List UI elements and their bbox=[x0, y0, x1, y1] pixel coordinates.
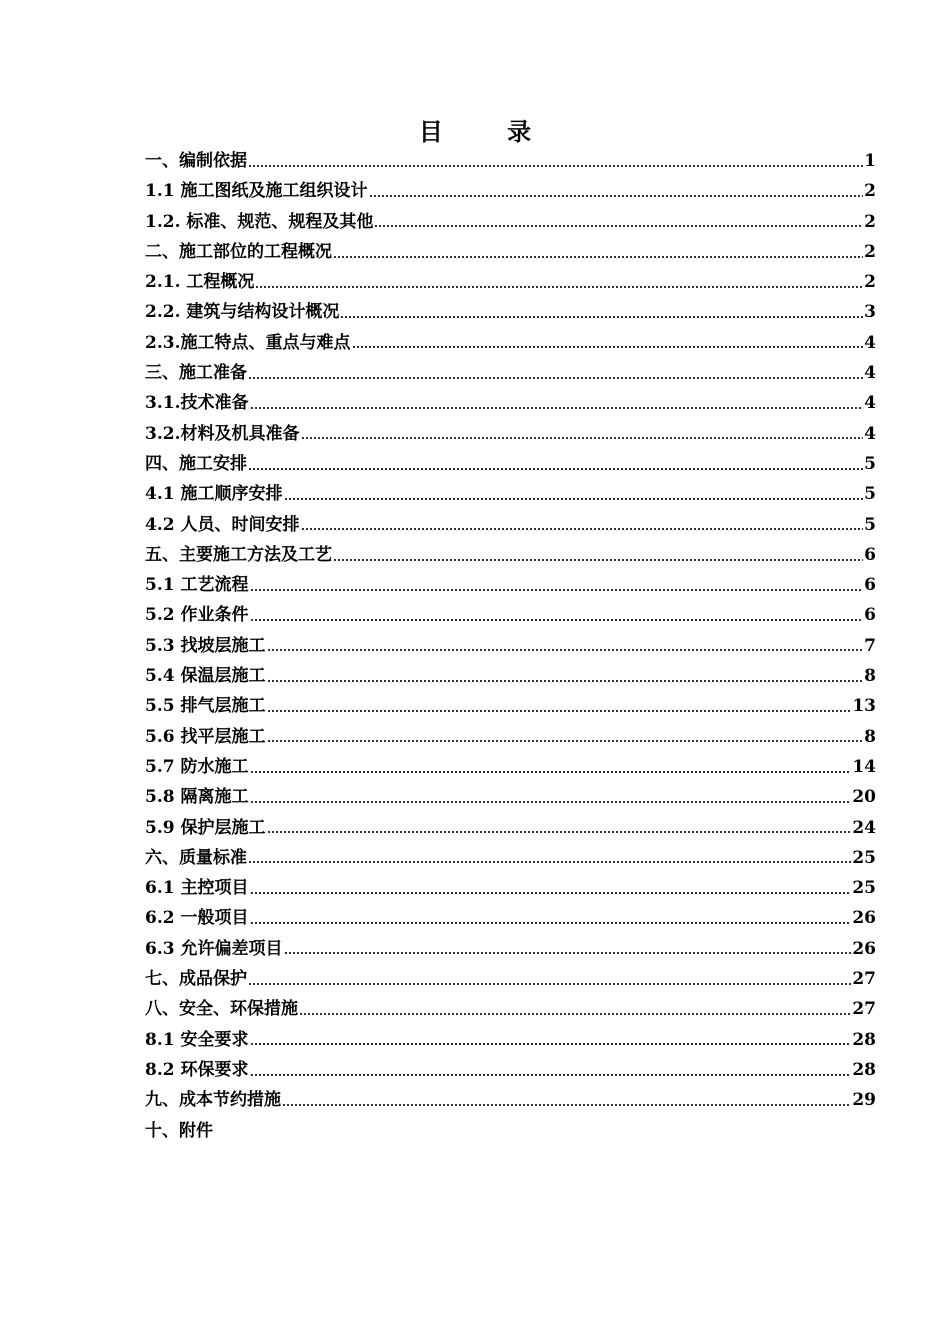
toc-entry-label: 四、施工安排 bbox=[145, 453, 247, 474]
toc-entry-label: 5.7 防水施工 bbox=[145, 756, 249, 777]
toc-entry-label: 5.8 隔离施工 bbox=[145, 787, 249, 808]
toc-dot-leader bbox=[255, 286, 863, 288]
toc-entry-page-number: 2 bbox=[864, 181, 876, 202]
toc-entry-label: 6.1 主控项目 bbox=[145, 878, 249, 899]
toc-entry-page-number: 6 bbox=[864, 605, 876, 626]
toc-dot-leader bbox=[333, 256, 863, 258]
toc-entry-label: 4.2 人员、时间安排 bbox=[145, 514, 300, 535]
toc-dot-leader bbox=[333, 559, 863, 561]
toc-entry-page-number: 7 bbox=[864, 635, 876, 656]
toc-dot-leader bbox=[248, 861, 851, 863]
toc-entry[interactable] bbox=[145, 934, 876, 964]
toc-entry[interactable] bbox=[145, 358, 876, 388]
toc-entry-label: 2.3.施工特点、重点与难点 bbox=[145, 332, 351, 353]
toc-dot-leader bbox=[267, 831, 852, 833]
toc-entry[interactable] bbox=[145, 1055, 876, 1085]
toc-dot-leader bbox=[340, 316, 863, 318]
toc-dot-leader bbox=[248, 165, 863, 167]
toc-entry-label: 5.5 排气层施工 bbox=[145, 696, 266, 717]
toc-entry[interactable] bbox=[145, 661, 876, 691]
toc-entry-label: 一、编制依据 bbox=[145, 151, 247, 171]
toc-entry-page-number: 8 bbox=[864, 666, 876, 687]
toc-entry-label: 5.1 工艺流程 bbox=[145, 575, 249, 596]
toc-entry-label: 5.4 保温层施工 bbox=[145, 666, 266, 687]
toc-entry-page-number: 24 bbox=[852, 817, 876, 838]
toc-entry[interactable] bbox=[145, 388, 876, 418]
toc-entry[interactable] bbox=[145, 964, 876, 994]
toc-entry-page-number: 5 bbox=[864, 514, 876, 535]
toc-entry-label: 九、成本节约措施 bbox=[145, 1090, 281, 1111]
toc-entry[interactable] bbox=[145, 207, 876, 237]
toc-dot-leader bbox=[250, 407, 864, 409]
toc-entry-page-number: 28 bbox=[852, 1029, 876, 1050]
toc-entry[interactable] bbox=[145, 782, 876, 812]
toc-entry-label: 3.1.技术准备 bbox=[145, 393, 249, 414]
toc-entry[interactable] bbox=[145, 570, 876, 600]
toc-entry-page-number: 14 bbox=[852, 756, 876, 777]
toc-entry[interactable] bbox=[145, 510, 876, 540]
toc-entry-label: 5.3 找坡层施工 bbox=[145, 635, 266, 656]
toc-entry-page-number: 2 bbox=[864, 272, 876, 293]
toc-entry[interactable] bbox=[145, 540, 876, 570]
toc-entry[interactable] bbox=[145, 297, 876, 327]
toc-entry-page-number: 26 bbox=[852, 938, 876, 959]
toc-entry[interactable] bbox=[145, 873, 876, 903]
toc-entry-page-number: 27 bbox=[852, 999, 876, 1020]
toc-dot-leader bbox=[301, 437, 864, 439]
toc-entry[interactable] bbox=[145, 1085, 876, 1115]
toc-entry-label: 2.1. 工程概况 bbox=[145, 272, 255, 293]
toc-entry-label: 十、附件 bbox=[145, 1120, 213, 1141]
toc-entry-page-number: 2 bbox=[864, 211, 876, 232]
toc-entry-label: 5.6 找平层施工 bbox=[145, 726, 266, 747]
toc-entry[interactable] bbox=[145, 1116, 876, 1146]
toc-dot-leader bbox=[250, 801, 852, 803]
toc-entry-page-number: 13 bbox=[852, 696, 876, 717]
toc-entry[interactable] bbox=[145, 691, 876, 721]
toc-entry[interactable] bbox=[145, 994, 876, 1024]
toc-entry-page-number: 4 bbox=[864, 393, 876, 414]
toc-entry-page-number: 6 bbox=[864, 575, 876, 596]
toc-entry[interactable] bbox=[145, 1025, 876, 1055]
toc-entry-page-number: 20 bbox=[852, 787, 876, 808]
toc-entry-label: 五、主要施工方法及工艺 bbox=[145, 544, 332, 565]
toc-entry-page-number: 1 bbox=[864, 151, 876, 171]
toc-entry-label: 1.1 施工图纸及施工组织设计 bbox=[145, 181, 368, 202]
toc-entry[interactable] bbox=[145, 419, 876, 449]
toc-entry-page-number: 25 bbox=[852, 878, 876, 899]
toc-dot-leader bbox=[374, 225, 863, 227]
toc-entry-page-number: 27 bbox=[852, 969, 876, 990]
toc-entry-label: 6.2 一般项目 bbox=[145, 908, 249, 929]
toc-title: 目 录 bbox=[418, 117, 560, 146]
toc-dot-leader bbox=[250, 922, 852, 924]
toc-dot-leader bbox=[250, 892, 852, 894]
toc-entry-page-number: 28 bbox=[852, 1059, 876, 1080]
toc-dot-leader bbox=[267, 680, 864, 682]
toc-entry-label: 八、安全、环保措施 bbox=[145, 999, 298, 1020]
toc-entry[interactable] bbox=[145, 328, 876, 358]
toc-dot-leader bbox=[267, 740, 864, 742]
toc-entry[interactable] bbox=[145, 631, 876, 661]
toc-dot-leader bbox=[282, 1104, 851, 1106]
toc-entry-label: 七、成品保护 bbox=[145, 969, 247, 990]
toc-entry[interactable] bbox=[145, 843, 876, 873]
toc-entry-page-number: 4 bbox=[864, 363, 876, 384]
toc-entry-label: 5.2 作业条件 bbox=[145, 605, 249, 626]
toc-dot-leader bbox=[248, 377, 863, 379]
toc-entry-page-number: 5 bbox=[864, 453, 876, 474]
toc-dot-leader bbox=[284, 952, 852, 954]
toc-entry-page-number: 26 bbox=[852, 908, 876, 929]
toc-entry-label: 8.1 安全要求 bbox=[145, 1029, 249, 1050]
toc-dot-leader bbox=[267, 710, 852, 712]
toc-entry-page-number: 6 bbox=[864, 544, 876, 565]
toc-entry-page-number: 8 bbox=[864, 726, 876, 747]
toc-entry-label: 2.2. 建筑与结构设计概况 bbox=[145, 302, 340, 323]
toc-entry-page-number: 4 bbox=[864, 332, 876, 353]
toc-entry[interactable] bbox=[145, 600, 876, 630]
toc-entry[interactable] bbox=[145, 479, 876, 509]
toc-entry[interactable] bbox=[145, 237, 876, 267]
toc-entry[interactable] bbox=[145, 813, 876, 843]
toc-dot-leader bbox=[267, 649, 864, 651]
toc-entry-label: 1.2. 标准、规范、规程及其他 bbox=[145, 211, 374, 232]
toc-entry-label: 5.9 保护层施工 bbox=[145, 817, 266, 838]
toc-entry[interactable] bbox=[145, 449, 876, 479]
toc-entry[interactable] bbox=[145, 903, 876, 933]
toc-entry-label: 3.2.材料及机具准备 bbox=[145, 423, 300, 444]
toc-entry-page-number: 29 bbox=[852, 1090, 876, 1111]
toc-entry-page-number: 3 bbox=[864, 302, 876, 323]
toc-entry[interactable] bbox=[145, 752, 876, 782]
toc-entry-label: 4.1 施工顺序安排 bbox=[145, 484, 283, 505]
toc-dot-leader bbox=[248, 983, 851, 985]
toc-entry[interactable] bbox=[145, 722, 876, 752]
toc-entry[interactable] bbox=[145, 176, 876, 206]
toc-entry-page-number: 5 bbox=[864, 484, 876, 505]
toc-dot-leader bbox=[299, 1013, 851, 1015]
toc-dot-leader bbox=[250, 589, 864, 591]
toc-entry-page-number: 4 bbox=[864, 423, 876, 444]
toc-entry-label: 二、施工部位的工程概况 bbox=[145, 241, 332, 262]
toc-dot-leader bbox=[250, 1043, 852, 1045]
toc-dot-leader bbox=[250, 1074, 852, 1076]
toc-dot-leader bbox=[352, 346, 864, 348]
toc-dot-leader bbox=[250, 771, 852, 773]
toc-entry-page-number: 25 bbox=[852, 847, 876, 868]
toc-dot-leader bbox=[250, 619, 864, 621]
toc-dot-leader bbox=[248, 468, 863, 470]
toc-entry-page-number: 2 bbox=[864, 241, 876, 262]
toc-dot-leader bbox=[369, 195, 864, 197]
toc-entry-label: 8.2 环保要求 bbox=[145, 1059, 249, 1080]
toc-entry-label: 6.3 允许偏差项目 bbox=[145, 938, 283, 959]
toc-dot-leader bbox=[284, 498, 864, 500]
table-of-contents bbox=[145, 146, 876, 1146]
toc-dot-leader bbox=[301, 528, 864, 530]
toc-entry[interactable] bbox=[145, 146, 876, 176]
toc-entry-label: 三、施工准备 bbox=[145, 363, 247, 384]
toc-entry[interactable] bbox=[145, 267, 876, 297]
toc-entry-label: 六、质量标准 bbox=[145, 847, 247, 868]
